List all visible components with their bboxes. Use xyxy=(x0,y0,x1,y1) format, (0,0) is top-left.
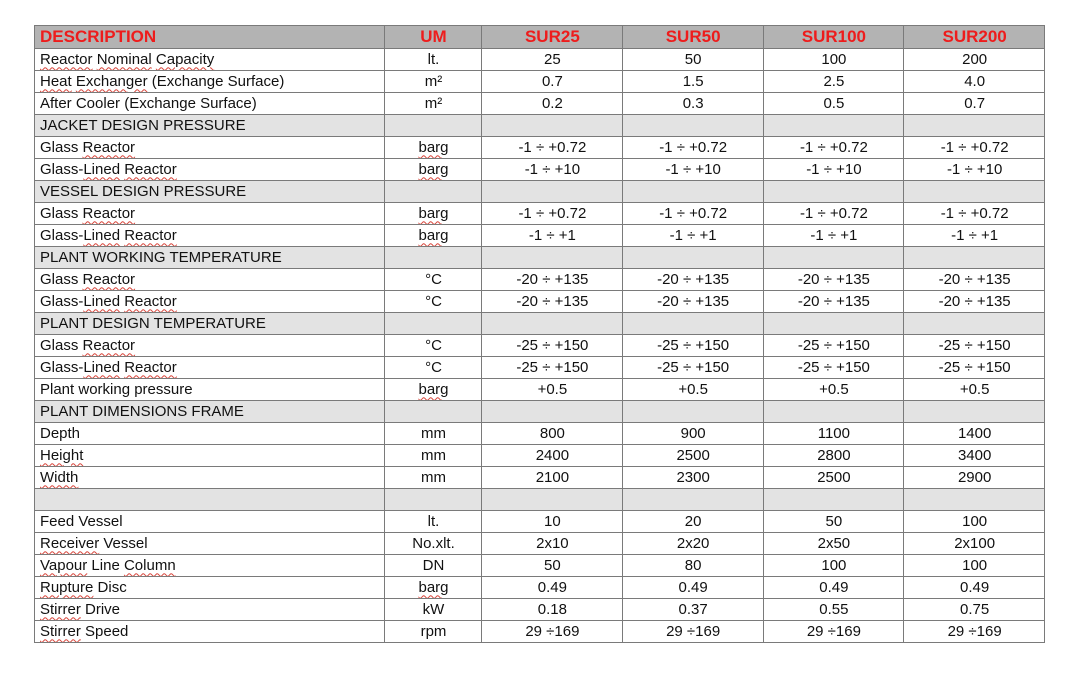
description-text: Drive xyxy=(80,600,121,618)
row-value xyxy=(904,313,1045,335)
row-value: 1100 xyxy=(763,423,904,445)
row-unit xyxy=(385,269,482,291)
specifications-table xyxy=(34,25,1045,643)
row-value: -20 ÷ +135 xyxy=(904,269,1045,291)
row-value: 900 xyxy=(622,423,763,445)
row-value: -1 ÷ +1 xyxy=(904,225,1045,247)
section-row xyxy=(35,181,1045,203)
row-description xyxy=(35,93,385,115)
row-value: 200 xyxy=(904,49,1045,71)
description-text: Reactor xyxy=(40,50,93,68)
row-description xyxy=(35,555,385,577)
row-unit xyxy=(385,159,482,181)
row-value: 2800 xyxy=(763,445,904,467)
row-value: 800 xyxy=(482,423,623,445)
row-description xyxy=(35,423,385,445)
row-value: 10 xyxy=(482,511,623,533)
row-value: 2400 xyxy=(482,445,623,467)
table-row xyxy=(35,445,1045,467)
row-description xyxy=(35,203,385,225)
table-body xyxy=(35,49,1045,643)
row-value xyxy=(622,313,763,335)
description-text: Heat xyxy=(40,72,72,90)
description-text: Speed xyxy=(80,622,129,640)
row-value: -25 ÷ +150 xyxy=(482,357,623,379)
row-value: 3400 xyxy=(904,445,1045,467)
table-row xyxy=(35,357,1045,379)
row-value: 2900 xyxy=(904,467,1045,489)
description-text: Depth xyxy=(40,424,81,442)
row-value xyxy=(482,313,623,335)
unit-text: kW xyxy=(422,600,445,618)
row-value: -1 ÷ +10 xyxy=(763,159,904,181)
section-title xyxy=(35,313,385,335)
description-text: Exchanger xyxy=(75,72,148,90)
row-value xyxy=(763,115,904,137)
section-row xyxy=(35,115,1045,137)
section-row xyxy=(35,401,1045,423)
row-value: 4.0 xyxy=(904,71,1045,93)
row-value xyxy=(622,489,763,511)
row-value: -20 ÷ +135 xyxy=(904,291,1045,313)
row-unit xyxy=(385,621,482,643)
row-value: +0.5 xyxy=(622,379,763,401)
row-value: -25 ÷ +150 xyxy=(763,335,904,357)
section-title xyxy=(35,115,385,137)
row-value: 0.7 xyxy=(904,93,1045,115)
unit-text: barg xyxy=(418,160,449,178)
description-text: VESSEL DESIGN PRESSURE xyxy=(40,182,247,200)
row-unit xyxy=(385,379,482,401)
row-unit xyxy=(385,225,482,247)
row-unit xyxy=(385,577,482,599)
unit-text: lt. xyxy=(427,50,440,68)
row-value: 29 ÷169 xyxy=(763,621,904,643)
row-unit xyxy=(385,423,482,445)
row-value: 100 xyxy=(904,511,1045,533)
description-text: PLANT WORKING TEMPERATURE xyxy=(40,248,282,266)
row-value: -20 ÷ +135 xyxy=(482,291,623,313)
description-text: Capacity xyxy=(155,50,215,68)
row-value: 50 xyxy=(622,49,763,71)
table-row xyxy=(35,291,1045,313)
header-model: SUR100 xyxy=(763,26,904,49)
row-value: 0.49 xyxy=(904,577,1045,599)
description-text: Glass- xyxy=(40,226,84,244)
description-text: Column xyxy=(123,556,176,574)
description-text: Rupture xyxy=(40,578,94,596)
row-value: -1 ÷ +1 xyxy=(482,225,623,247)
description-text: Vapour xyxy=(40,556,88,574)
row-value: 2100 xyxy=(482,467,623,489)
row-value xyxy=(763,247,904,269)
row-value xyxy=(763,489,904,511)
row-value: 2x20 xyxy=(622,533,763,555)
row-description xyxy=(35,379,385,401)
table-row xyxy=(35,71,1045,93)
row-value: 25 xyxy=(482,49,623,71)
row-value: 0.49 xyxy=(482,577,623,599)
row-value: 0.3 xyxy=(622,93,763,115)
row-value: -1 ÷ +0.72 xyxy=(482,203,623,225)
row-value: -25 ÷ +150 xyxy=(904,357,1045,379)
row-unit xyxy=(385,203,482,225)
row-value: -25 ÷ +150 xyxy=(904,335,1045,357)
row-value: 29 ÷169 xyxy=(482,621,623,643)
description-text: JACKET DESIGN PRESSURE xyxy=(40,116,246,134)
unit-text: mm xyxy=(421,446,446,464)
description-text: (Exchange Surface) xyxy=(147,72,285,90)
row-value: -1 ÷ +10 xyxy=(622,159,763,181)
table-row xyxy=(35,511,1045,533)
description-text: Glass- xyxy=(40,358,84,376)
row-value: 2500 xyxy=(622,445,763,467)
table-row xyxy=(35,621,1045,643)
row-description xyxy=(35,137,385,159)
table-row xyxy=(35,225,1045,247)
row-unit xyxy=(385,599,482,621)
row-unit xyxy=(385,181,482,203)
row-value: 0.18 xyxy=(482,599,623,621)
row-value: -1 ÷ +1 xyxy=(763,225,904,247)
row-unit xyxy=(385,49,482,71)
description-text: Vessel xyxy=(99,534,148,552)
table-row xyxy=(35,137,1045,159)
row-value: 0.2 xyxy=(482,93,623,115)
description-text: Lined xyxy=(83,226,121,244)
row-value: -1 ÷ +1 xyxy=(622,225,763,247)
unit-text: barg xyxy=(418,578,449,596)
unit-text: No.xlt. xyxy=(412,534,455,552)
row-value: 29 ÷169 xyxy=(622,621,763,643)
row-value xyxy=(763,401,904,423)
row-value: 2500 xyxy=(763,467,904,489)
row-value xyxy=(482,247,623,269)
row-description xyxy=(35,49,385,71)
row-value: -1 ÷ +0.72 xyxy=(904,137,1045,159)
row-value: -1 ÷ +0.72 xyxy=(622,203,763,225)
description-text: Receiver xyxy=(40,534,100,552)
row-description xyxy=(35,467,385,489)
row-value: -1 ÷ +0.72 xyxy=(763,137,904,159)
description-text: Reactor xyxy=(124,160,177,178)
row-value: 50 xyxy=(763,511,904,533)
table-row xyxy=(35,93,1045,115)
description-text: Reactor xyxy=(82,270,136,288)
row-value: -20 ÷ +135 xyxy=(763,269,904,291)
row-value xyxy=(482,489,623,511)
unit-text: barg xyxy=(418,204,449,222)
row-value: 0.7 xyxy=(482,71,623,93)
header-um: UM xyxy=(385,26,482,49)
row-value: -20 ÷ +135 xyxy=(622,269,763,291)
row-unit xyxy=(385,115,482,137)
row-value xyxy=(904,181,1045,203)
table-row xyxy=(35,335,1045,357)
section-row xyxy=(35,313,1045,335)
description-text: Reactor xyxy=(82,336,136,354)
unit-text: DN xyxy=(422,556,445,574)
row-description xyxy=(35,621,385,643)
row-unit xyxy=(385,137,482,159)
unit-text: °C xyxy=(425,336,442,354)
row-value: 0.37 xyxy=(622,599,763,621)
row-value: -1 ÷ +0.72 xyxy=(622,137,763,159)
row-description xyxy=(35,291,385,313)
row-value xyxy=(622,181,763,203)
row-value: 80 xyxy=(622,555,763,577)
description-text: Feed Vessel xyxy=(40,512,123,530)
table-row xyxy=(35,577,1045,599)
section-title xyxy=(35,181,385,203)
row-unit xyxy=(385,71,482,93)
unit-text: °C xyxy=(425,270,442,288)
row-value: -25 ÷ +150 xyxy=(622,335,763,357)
row-value: 0.55 xyxy=(763,599,904,621)
row-value: -1 ÷ +10 xyxy=(482,159,623,181)
unit-text: °C xyxy=(425,292,442,310)
header-model: SUR50 xyxy=(622,26,763,49)
row-value: -25 ÷ +150 xyxy=(622,357,763,379)
row-description xyxy=(35,489,385,511)
row-description xyxy=(35,511,385,533)
row-value xyxy=(904,247,1045,269)
table-row xyxy=(35,533,1045,555)
row-value xyxy=(622,115,763,137)
description-text: PLANT DIMENSIONS FRAME xyxy=(40,402,244,420)
row-unit xyxy=(385,511,482,533)
row-unit xyxy=(385,533,482,555)
description-text: Glass xyxy=(40,336,83,354)
table-row xyxy=(35,555,1045,577)
row-value xyxy=(622,401,763,423)
section-title xyxy=(35,247,385,269)
row-description xyxy=(35,445,385,467)
header-row xyxy=(35,26,1045,49)
row-value: -25 ÷ +150 xyxy=(763,357,904,379)
row-description xyxy=(35,335,385,357)
row-value xyxy=(904,489,1045,511)
description-text: Glass xyxy=(40,138,83,156)
description-text: Plant working pressure xyxy=(40,380,193,398)
row-description xyxy=(35,71,385,93)
header-description: DESCRIPTION xyxy=(35,26,385,49)
row-value: 2x50 xyxy=(763,533,904,555)
row-description xyxy=(35,225,385,247)
description-text: Reactor xyxy=(82,138,136,156)
description-text: After Cooler (Exchange Surface) xyxy=(40,94,257,112)
row-description xyxy=(35,159,385,181)
row-value: 1.5 xyxy=(622,71,763,93)
description-text: PLANT DESIGN TEMPERATURE xyxy=(40,314,266,332)
table-row xyxy=(35,467,1045,489)
row-value xyxy=(763,181,904,203)
description-text: Reactor xyxy=(82,204,136,222)
description-text: Reactor xyxy=(124,292,177,310)
row-unit xyxy=(385,93,482,115)
row-description xyxy=(35,599,385,621)
row-unit xyxy=(385,445,482,467)
description-text: Glass xyxy=(40,204,83,222)
row-value: -1 ÷ +0.72 xyxy=(763,203,904,225)
unit-text: barg xyxy=(418,138,449,156)
row-unit xyxy=(385,335,482,357)
unit-text: m² xyxy=(424,72,443,90)
row-value: 2x10 xyxy=(482,533,623,555)
row-value: -20 ÷ +135 xyxy=(763,291,904,313)
row-value: 2300 xyxy=(622,467,763,489)
row-value: -20 ÷ +135 xyxy=(482,269,623,291)
description-text: Stirrer xyxy=(40,622,81,640)
row-description xyxy=(35,357,385,379)
description-text: Disc xyxy=(93,578,127,596)
table-row xyxy=(35,159,1045,181)
description-text: Glass xyxy=(40,270,83,288)
section-title xyxy=(35,401,385,423)
row-value: -20 ÷ +135 xyxy=(622,291,763,313)
row-value xyxy=(622,247,763,269)
row-value: 0.5 xyxy=(763,93,904,115)
table-row xyxy=(35,423,1045,445)
description-text: Stirrer xyxy=(40,600,81,618)
row-value: 20 xyxy=(622,511,763,533)
row-value: -1 ÷ +0.72 xyxy=(904,203,1045,225)
description-text: Lined xyxy=(83,292,121,310)
row-value xyxy=(904,115,1045,137)
table-row xyxy=(35,49,1045,71)
unit-text: rpm xyxy=(420,622,447,640)
row-unit xyxy=(385,467,482,489)
description-text: Height xyxy=(40,446,84,464)
row-unit xyxy=(385,247,482,269)
row-value: +0.5 xyxy=(482,379,623,401)
row-value: 100 xyxy=(904,555,1045,577)
row-value: 29 ÷169 xyxy=(904,621,1045,643)
row-unit xyxy=(385,291,482,313)
unit-text: barg xyxy=(418,226,449,244)
row-value: 2x100 xyxy=(904,533,1045,555)
row-value xyxy=(904,401,1045,423)
row-value xyxy=(482,181,623,203)
row-value xyxy=(763,313,904,335)
row-value: -25 ÷ +150 xyxy=(482,335,623,357)
row-description xyxy=(35,533,385,555)
description-text: Glass- xyxy=(40,160,84,178)
unit-text: barg xyxy=(418,380,449,398)
section-row xyxy=(35,247,1045,269)
row-value: 100 xyxy=(763,49,904,71)
unit-text: m² xyxy=(424,94,443,112)
row-value xyxy=(482,115,623,137)
header-model: SUR200 xyxy=(904,26,1045,49)
spec-sheet xyxy=(34,25,1044,643)
description-text: Reactor xyxy=(124,226,177,244)
unit-text: lt. xyxy=(427,512,440,530)
row-value: -1 ÷ +10 xyxy=(904,159,1045,181)
row-unit xyxy=(385,313,482,335)
row-value: 0.49 xyxy=(622,577,763,599)
row-value: 0.49 xyxy=(763,577,904,599)
row-value: 50 xyxy=(482,555,623,577)
row-unit xyxy=(385,489,482,511)
row-unit xyxy=(385,357,482,379)
description-text: Lined xyxy=(83,358,121,376)
unit-text: °C xyxy=(425,358,442,376)
description-text: Lined xyxy=(83,160,121,178)
unit-text: mm xyxy=(421,424,446,442)
row-description xyxy=(35,269,385,291)
table-row xyxy=(35,203,1045,225)
row-value: 0.75 xyxy=(904,599,1045,621)
table-row xyxy=(35,379,1045,401)
row-value: 2.5 xyxy=(763,71,904,93)
table-row xyxy=(35,599,1045,621)
description-text: Line xyxy=(87,556,124,574)
description-text: Reactor xyxy=(124,358,177,376)
row-value xyxy=(482,401,623,423)
description-text: Glass- xyxy=(40,292,84,310)
description-text: Nominal xyxy=(96,50,152,68)
row-value: +0.5 xyxy=(763,379,904,401)
header-model: SUR25 xyxy=(482,26,623,49)
spacer-row xyxy=(35,489,1045,511)
row-description xyxy=(35,577,385,599)
description-text: Width xyxy=(40,468,79,486)
row-value: 1400 xyxy=(904,423,1045,445)
row-unit xyxy=(385,555,482,577)
unit-text: mm xyxy=(421,468,446,486)
row-value: 100 xyxy=(763,555,904,577)
table-row xyxy=(35,269,1045,291)
row-value: -1 ÷ +0.72 xyxy=(482,137,623,159)
row-unit xyxy=(385,401,482,423)
row-value: +0.5 xyxy=(904,379,1045,401)
